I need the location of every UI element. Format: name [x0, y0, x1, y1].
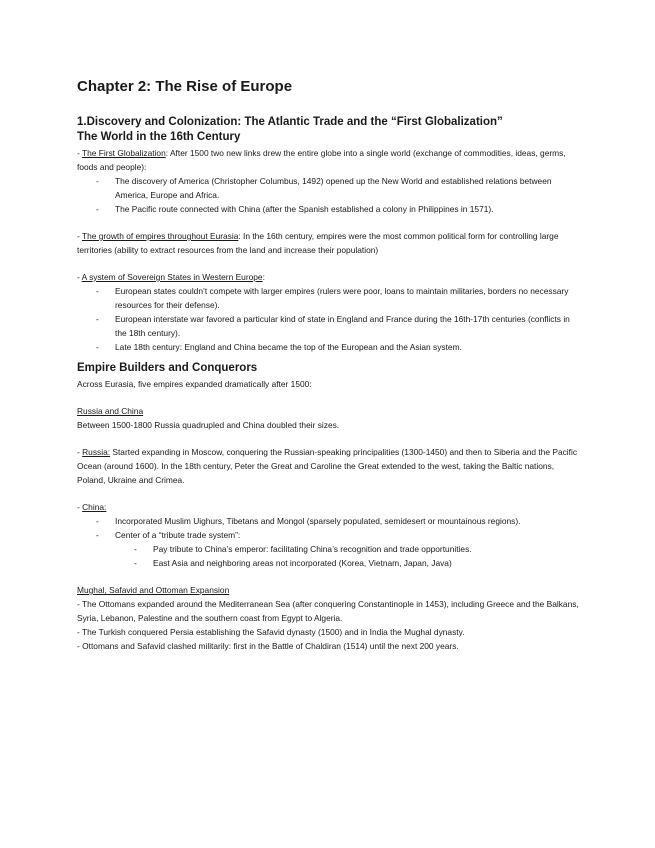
- first-globalization-label: The First Globalization: [81, 148, 166, 158]
- sovereign-states-list: [77, 284, 582, 354]
- first-globalization-text: : After 1500 two new links drew the entire globe into a single world (exchange of commodities, ideas, germs, foods and people):: [77, 148, 566, 172]
- russia-paragraph: - Russia: Started expanding in Moscow, conquering the Russian-speaking principalities (1300-1450) and then to Siberia and the Pacific Ocean (around 1600). In the 18th century, Peter the Great and Caroline the Great extended to the west, taking the Baltic nations, Poland, Ukraine and Crimea.: [77, 447, 578, 485]
- russia-text: Started expanding in Moscow, conquering the Russian-speaking principalities (1300-1450) and then to Siberia and the Pacific Ocean (around 1600). In the 18th century, Peter the Great and Caroline the Great extended to the west, taking the Baltic nations, Poland, Ukraine and Crimea.: [77, 447, 578, 485]
- china-label: China:: [82, 502, 107, 512]
- first-globalization-paragraph: - The First Globalization: After 1500 two new links drew the entire globe into a single world (exchange of commodities, ideas, germs, foods and people):: [77, 148, 566, 172]
- russia-china-label: [77, 404, 582, 418]
- china-paragraph: - China:: [77, 502, 107, 512]
- list-item: - East Asia and neighboring areas not incorporated (Korea, Vietnam, Japan, Java): [77, 556, 582, 570]
- section2-heading: Empire Builders and Conquerors: [77, 362, 258, 374]
- russia-label: Russia:: [82, 447, 111, 457]
- section1-subheading: The World in the 16th Century: [77, 131, 241, 143]
- list-item: - European states couldn’t compete with larger empires (rulers were poor, loans to maintain militaries, borders no necessary resources for their defense).: [77, 284, 582, 312]
- list-item: - Incorporated Muslim Uighurs, Tibetans and Mongol (sparsely populated, semidesert or mountainous regions).: [77, 514, 582, 528]
- list-item: - The discovery of America (Christopher Columbus, 1492) opened up the New World and established relations between America, Europe and Africa.: [77, 174, 582, 202]
- list-item: - European interstate war favored a particular kind of state in England and France during the 16th-17th centuries (conflicts in the 18th century).: [77, 312, 582, 340]
- list-item: - Center of a “tribute trade system”:: [77, 528, 582, 542]
- russia-china-label-text: Russia and China: [77, 406, 144, 416]
- sovereign-states-label: A system of Sovereign States in Western Europe: [81, 272, 263, 282]
- mughal-line: - The Ottomans expanded around the Mediterranean Sea (after conquering Constantinople in 1453), including Greece and the Balkans, Syria, Lebanon, Palestine and the southern coast from Egypt to Algeria.: [77, 599, 579, 623]
- growth-of-empires-text: : In the 16th century, empires were the most common political form for controlling large territories (ability to extract resources from the land and increase their population): [77, 231, 559, 255]
- mughal-line: - Ottomans and Safavid clashed militarily: first in the Battle of Chaldiran (1514) until the next 200 years.: [77, 641, 459, 651]
- china-list: [77, 514, 582, 542]
- section1-heading: 1.Discovery and Colonization: The Atlantic Trade and the “First Globalization”: [77, 116, 503, 128]
- document-content: [77, 78, 582, 653]
- list-item: - Pay tribute to China’s emperor: facilitating China’s recognition and trade opportunities.: [77, 542, 582, 556]
- mughal-label-text: Mughal, Safavid and Ottoman Expansion: [77, 585, 230, 595]
- russia-china-text: Between 1500-1800 Russia quadrupled and China doubled their sizes.: [77, 420, 340, 430]
- section2-intro: Across Eurasia, five empires expanded dramatically after 1500:: [77, 379, 312, 389]
- list-item: - The Pacific route connected with China (after the Spanish established a colony in Philippines in 1571).: [77, 202, 582, 216]
- china-sub-list: [77, 542, 582, 570]
- first-globalization-list: [77, 174, 582, 216]
- growth-of-empires-label: The growth of empires throughout Eurasia: [81, 231, 239, 241]
- growth-of-empires-paragraph: - The growth of empires throughout Eurasia: In the 16th century, empires were the most common political form for controlling large territories (ability to extract resources from the land and increase their population): [77, 231, 559, 255]
- chapter-title: Chapter 2: The Rise of Europe: [77, 78, 293, 95]
- sovereign-states-paragraph: - A system of Sovereign States in Western Europe:: [77, 272, 265, 282]
- list-item: - Late 18th century: England and China became the top of the European and the Asian system.: [77, 340, 582, 354]
- mughal-line: - The Turkish conquered Persia establishing the Safavid dynasty (1500) and in India the Mughal dynasty.: [77, 627, 465, 637]
- sovereign-states-text: :: [262, 272, 265, 282]
- mughal-label: [77, 583, 582, 597]
